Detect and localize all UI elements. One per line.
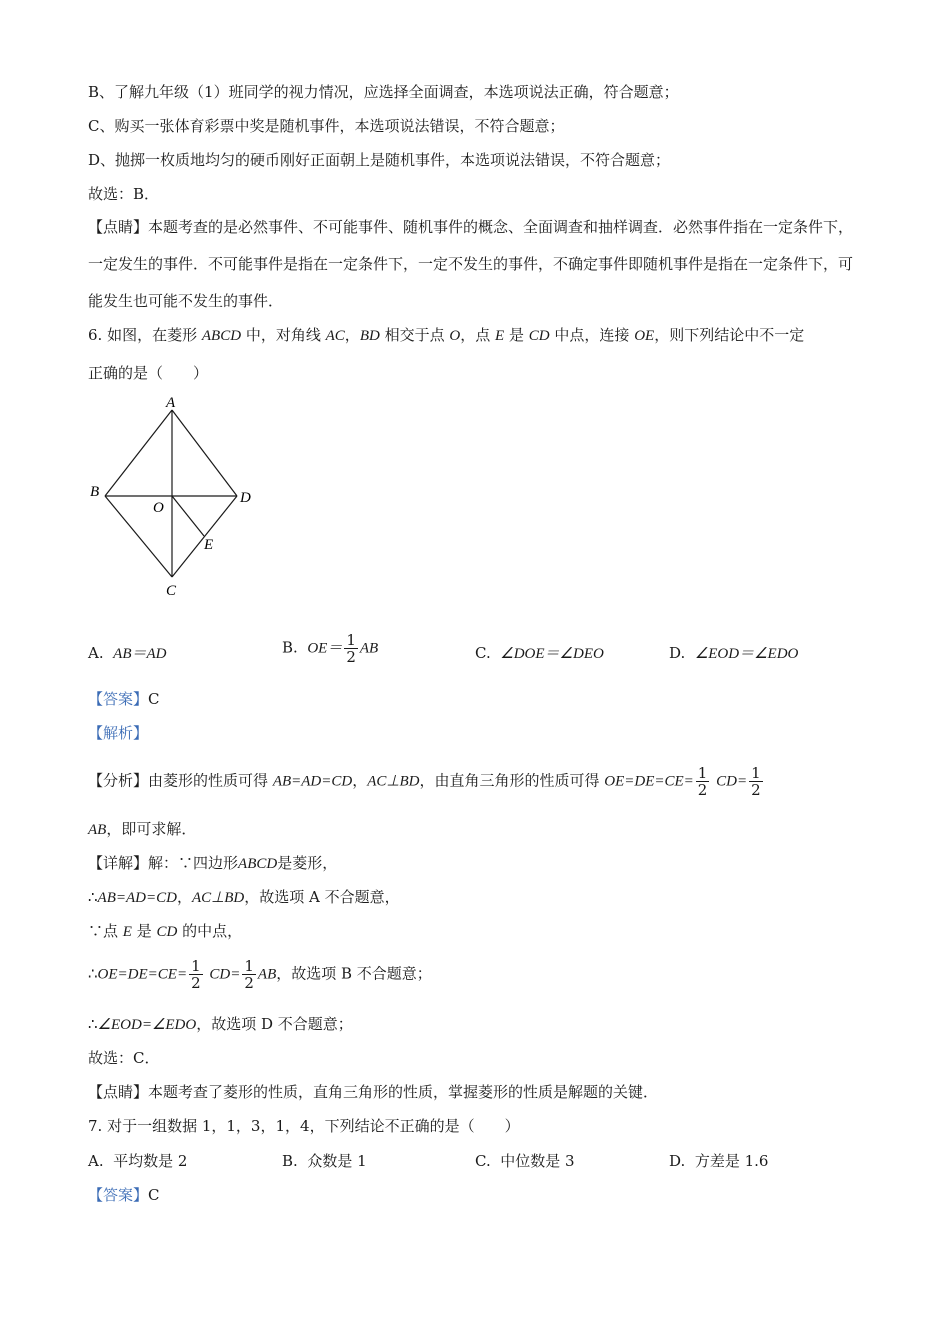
fraction-one-half: $\frac{1}{2}$ (244, 957, 254, 992)
q5-option-c-explanation: C、购买一张体育彩票中奖是随机事件，本选项说法错误，不符合题意； (88, 117, 565, 135)
q6-detail-3: ∵点 E 是 CD 的中点， (88, 922, 243, 940)
label-b: B (90, 484, 100, 500)
fraction-one-half: $\frac{1}{2}$ (697, 764, 708, 799)
side-ad (172, 410, 237, 496)
q7-answer: 【答案】C (88, 1186, 160, 1204)
q7-option-a: A. 平均数是 2 (88, 1152, 188, 1170)
fraction-one-half: $\frac{1}{2}$ (751, 764, 761, 799)
q6-fenxi: 【分析】由菱形的性质可得 AB=AD=CD，AC⊥BD，由直角三角形的性质可得 OE=DE=CE= $\frac{1}{2}$ CD= $\frac{1}{2}$ (88, 764, 761, 799)
q6-stem-line-2: 正确的是（ ） (88, 364, 209, 382)
q6-option-a: A. AB＝AD (88, 644, 167, 662)
q7-option-c: C. 中位数是 3 (475, 1152, 575, 1170)
q6-option-c: C. ∠DOE＝∠DEO (475, 644, 604, 662)
q6-detail-2: ∴AB=AD=CD，AC⊥BD，故选项 A 不合题意， (88, 888, 400, 906)
label-d: D (240, 490, 251, 506)
label-a: A (166, 395, 176, 411)
q5-option-d-explanation: D、抛掷一枚质地均匀的硬币刚好正面朝上是随机事件，本选项说法错误，不符合题意； (88, 151, 671, 169)
q6-choice: 故选：C． (88, 1049, 160, 1067)
label-o: O (153, 500, 164, 516)
fraction-one-half: $\frac{1}{2}$ (346, 631, 356, 666)
q5-choice: 故选：B． (88, 185, 160, 203)
q6-option-b: B. OE＝ $\frac{1}{2}$ AB (282, 631, 379, 666)
q7-stem: 7. 对于一组数据 1，1，3，1，4，下列结论不正确的是（ ） (88, 1117, 520, 1135)
q6-comment: 【点睛】本题考查了菱形的性质，直角三角形的性质，掌握菱形的性质是解题的关键． (88, 1083, 659, 1101)
q6-detail-5: ∴∠EOD=∠EDO，故选项 D 不合题意； (88, 1015, 353, 1033)
q7-option-b: B. 众数是 1 (282, 1152, 367, 1170)
rhombus-figure (86, 392, 266, 602)
label-e: E (204, 537, 214, 553)
q7-option-d: D. 方差是 1.6 (669, 1152, 769, 1170)
side-ab (105, 410, 172, 496)
q6-option-d: D. ∠EOD＝∠EDO (669, 644, 799, 662)
q6-detail-1: 【详解】解：∵四边形ABCD是菱形， (88, 854, 338, 872)
q6-detail-4: ∴OE=DE=CE= $\frac{1}{2}$ CD= $\frac{1}{2}$ AB，故选项 B 不合题意； (88, 957, 432, 992)
q6-fenxi-end: AB，即可求解． (88, 820, 197, 838)
q6-stem-line-1: 6. 如图，在菱形 ABCD 中，对角线 AC，BD 相交于点 O，点 E 是 CD 中点，连接 OE，则下列结论中不一定 (88, 326, 805, 344)
q6-answer: 【答案】C (88, 690, 160, 708)
q5-comment: 【点睛】本题考查的是必然事件、不可能事件、随机事件的概念、全面调查和抽样调查．必然事件指在一定条件下，一定发生的事件．不可能事件是指在一定条件下，一定不发生的事件，不确定事件即随机事件是指在一定条件下，可能发生也可能不发生的事件． (88, 218, 854, 310)
segment-oe (172, 496, 204, 536)
q5-option-b-explanation: B、了解九年级（1）班同学的视力情况，应选择全面调查，本选项说法正确，符合题意； (88, 83, 679, 101)
q6-analysis-heading: 【解析】 (88, 724, 149, 742)
fraction-one-half: $\frac{1}{2}$ (191, 957, 201, 992)
label-c: C (166, 583, 177, 599)
